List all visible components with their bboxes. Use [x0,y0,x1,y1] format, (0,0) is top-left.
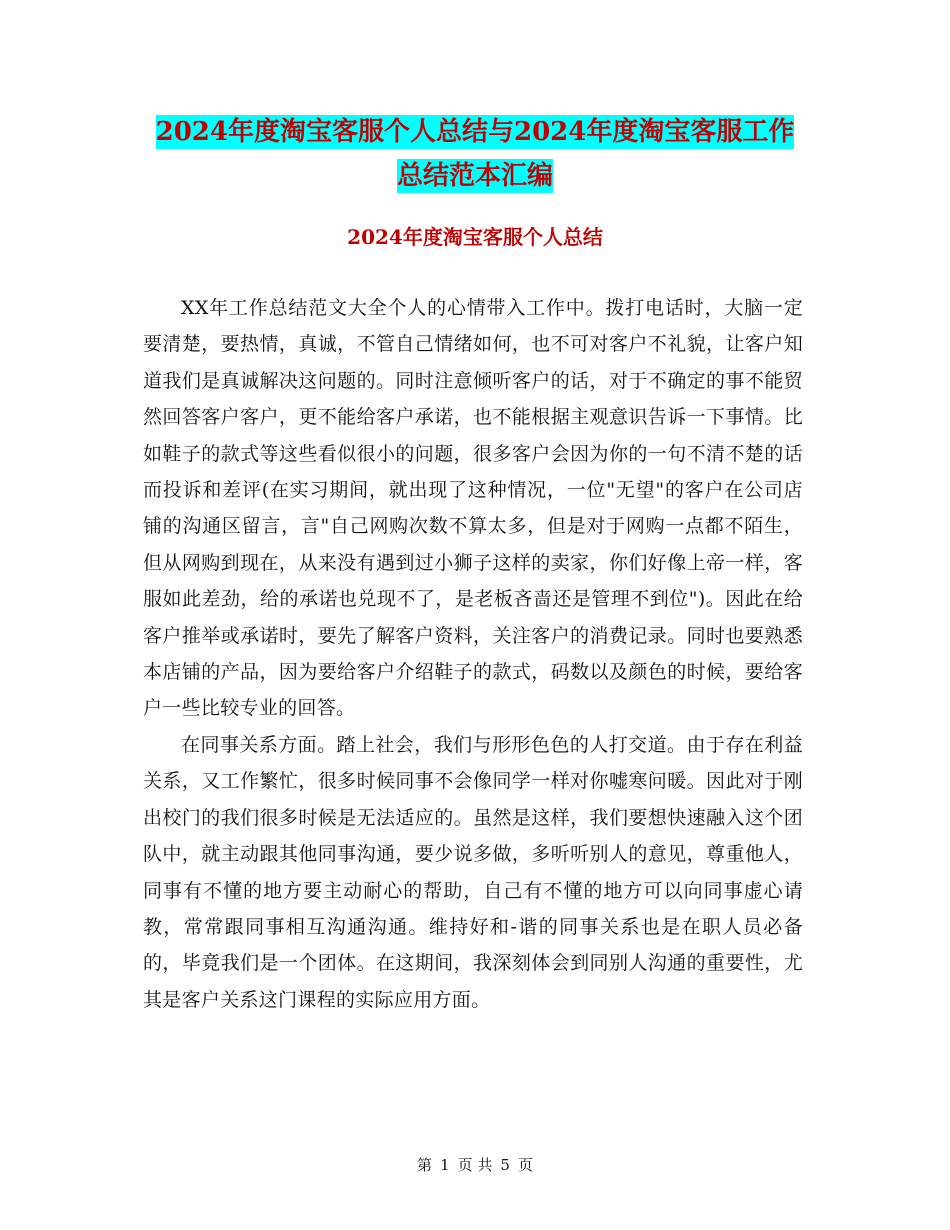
page-label-suffix: 页 [517,1156,533,1174]
page-label-mid: 页 共 [457,1156,493,1174]
document-title-line-2: 总结范本汇编 [396,161,553,191]
paragraph: 在同事关系方面。踏上社会，我们与形形色色的人打交道。由于存在利益关系，又工作繁忙，很多时候同事不会像同学一样对你嘘寒问暖。因此对于刚出校门的我们很多时候是无法适应的。虽然是这样，我们要想快速融入这个团队中，就主动跟其他同事沟通，要少说多做，多听听别人的意见，尊重他人，同事有不懂的地方要主动耐心的帮助，自己有不懂的地方可以向同事虚心请教，常常跟同事相互沟通沟通。维持好和-谐的同事关系也是在职人员必备的，毕竟我们是一个团体。在这期间，我深刻体会到同别人沟通的重要性，尤其是客户关系这门课程的实际应用方面。 [143,733,803,1011]
body-text [143,290,803,1018]
paragraph: XX年工作总结范文大全个人的心情带入工作中。拨打电话时，大脑一定要清楚，要热情，真诚，不管自己情绪如何，也不可对客户不礼貌，让客户知道我们是真诚解决这问题的。同时注意倾听客户的话，对于不确定的事不能贸然回答客户客户，更不能给客户承诺，也不能根据主观意识告诉一下事情。比如鞋子的款式等这些看似很小的问题，很多客户会因为你的一句不清不楚的话而投诉和差评(在实习期间，就出现了这种情况，一位"无望"的客户在公司店铺的沟通区留言，言"自己网购次数不算太多，但是对于网购一点都不陌生，但从网购到现在，从来没有遇到过小狮子这样的卖家，你们好像上帝一样，客服如此差劲，给的承诺也兑现不了，是老板吝啬还是管理不到位")。因此在给客户推举或承诺时，要先了解客户资料，关注客户的消费记录。同时也要熟悉本店铺的产品，因为要给客户介绍鞋子的款式，码数以及颜色的时候，要给客户一些比较专业的回答。 [143,297,803,720]
page-total: 5 [500,1156,510,1174]
page-current: 1 [440,1156,450,1174]
document-title-line-1: 2024年度淘宝客服个人总结与2024年度淘宝客服工作 [155,117,795,147]
document-title [0,110,950,198]
page-footer [0,1154,950,1176]
page-label-prefix: 第 [417,1156,433,1174]
section-title: 2024年度淘宝客服个人总结 [347,225,603,249]
